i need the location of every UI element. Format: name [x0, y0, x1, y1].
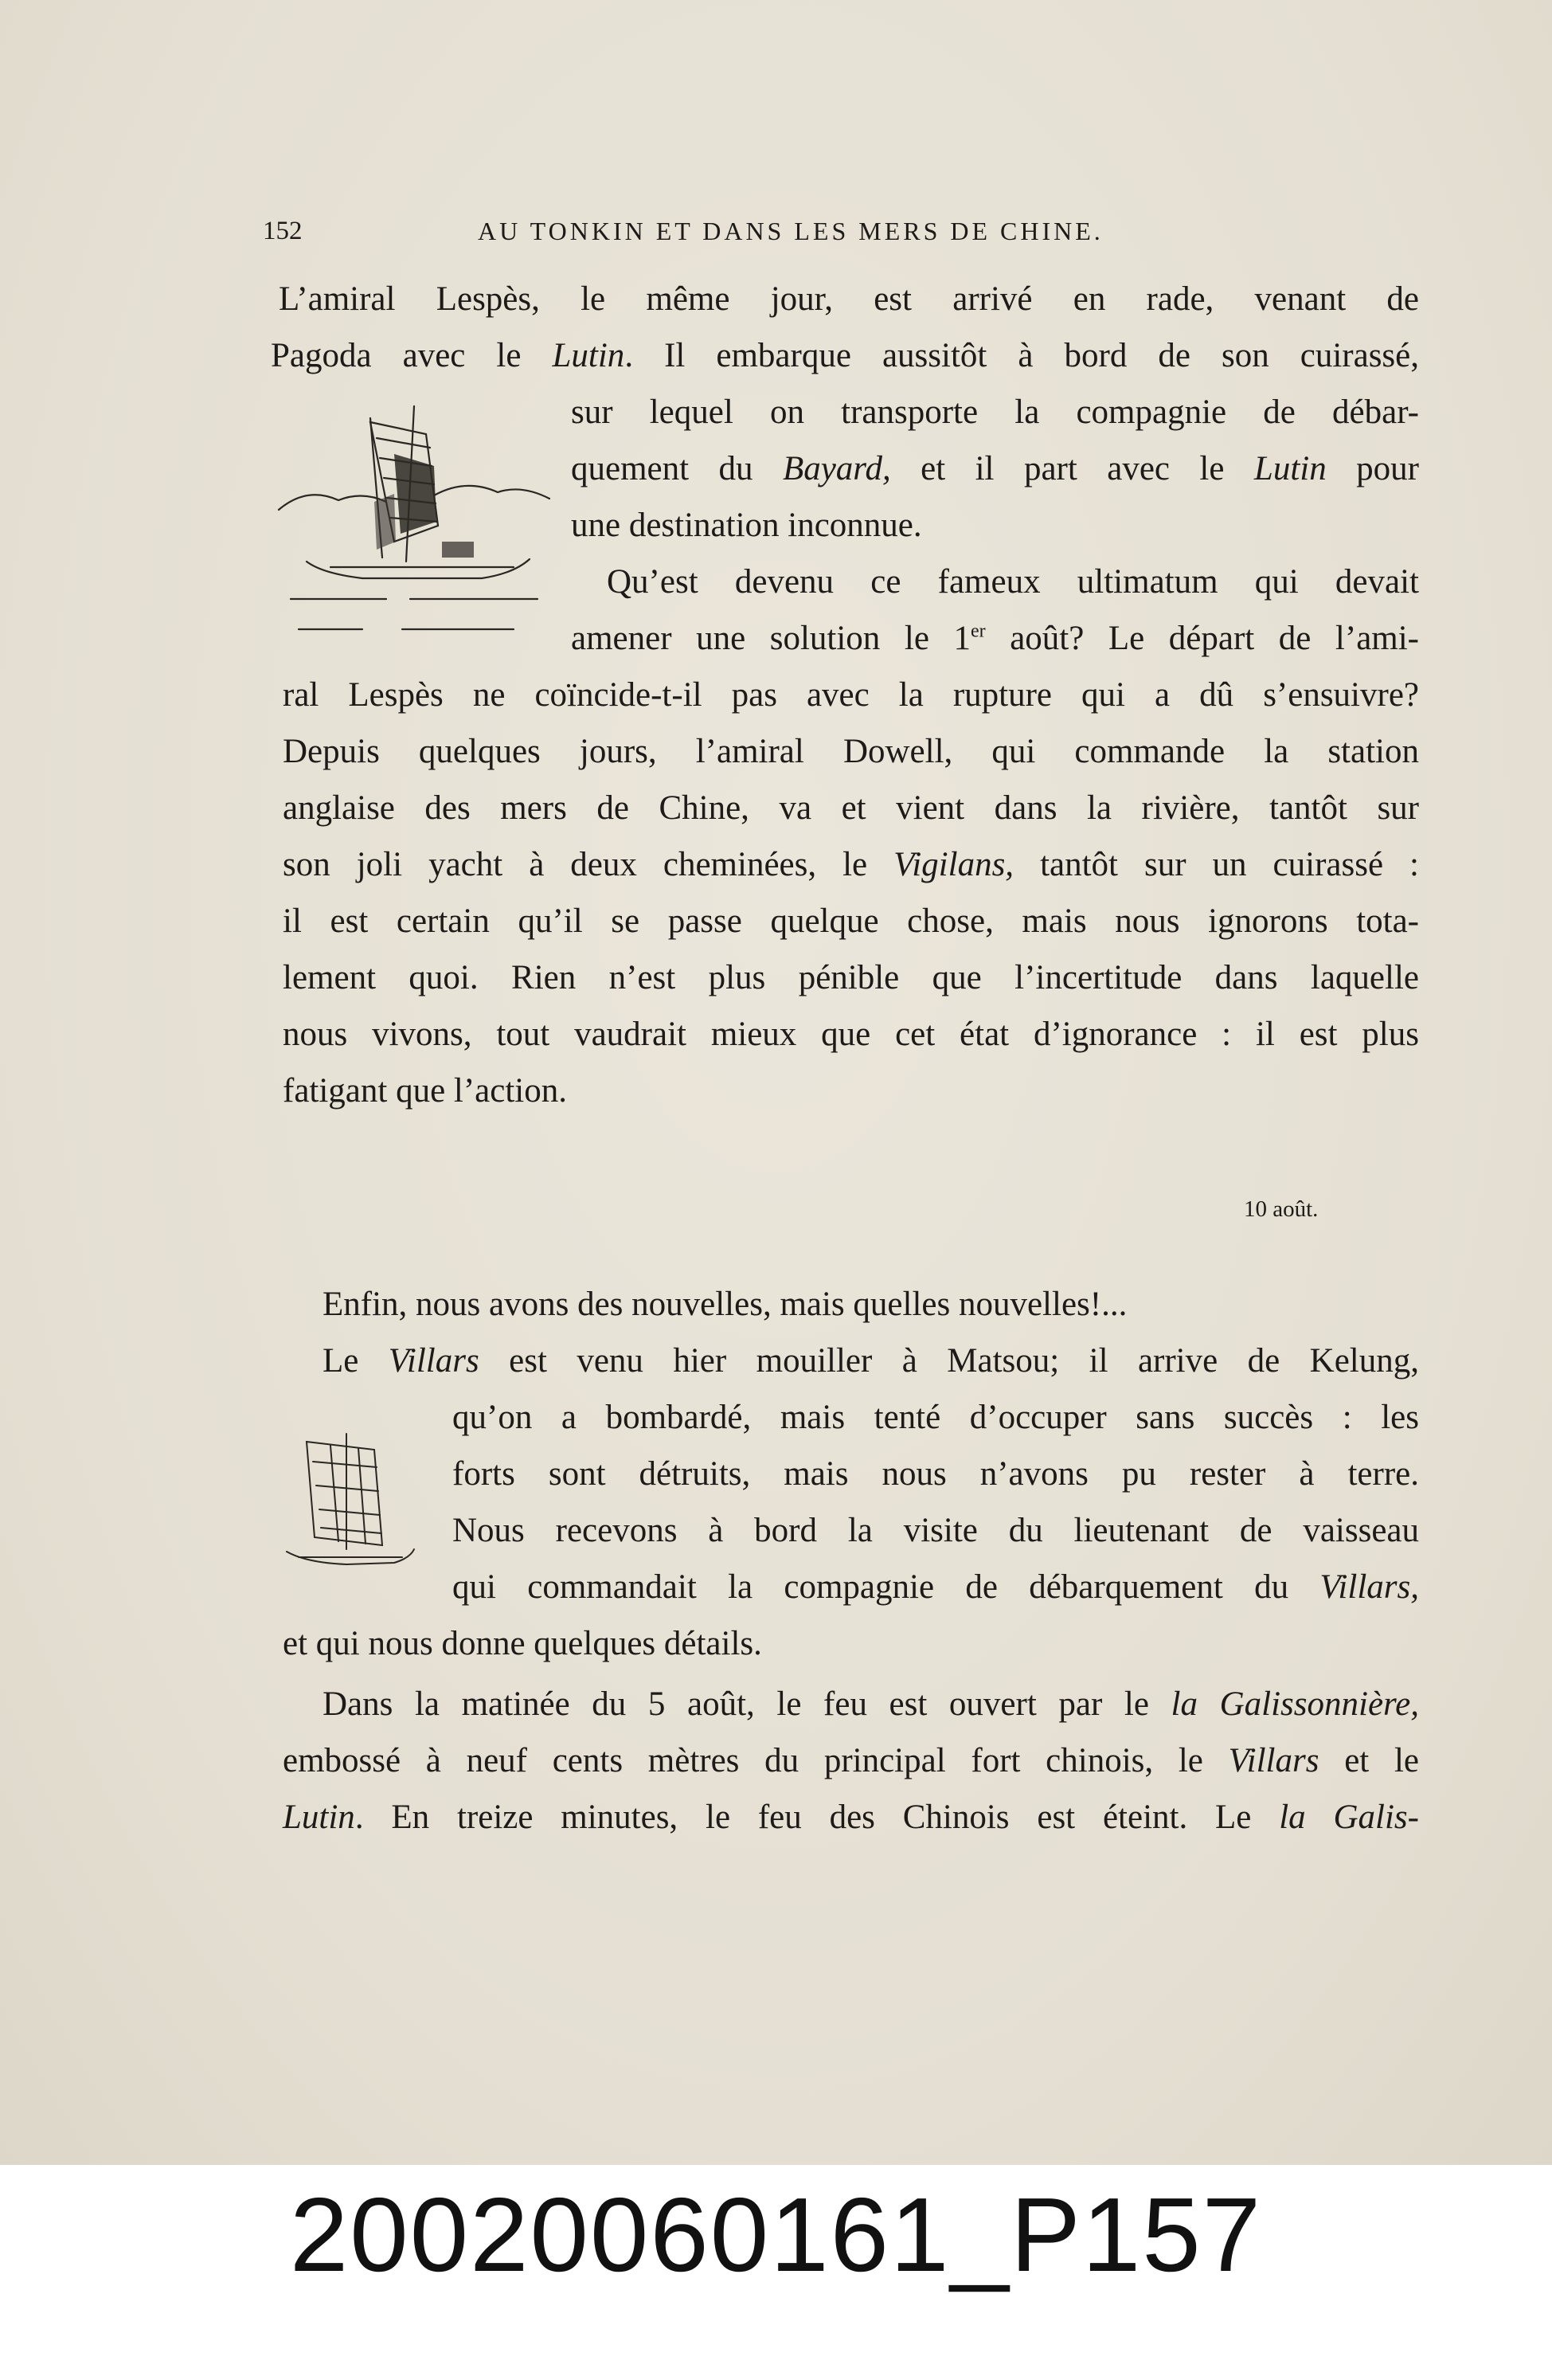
text-line: amener une solution le 1er août? Le départ de l’ami-	[571, 620, 1419, 657]
running-head: AU TONKIN ET DANS LES MERS DE CHINE.	[478, 217, 1104, 245]
text-line: ral Lespès ne coïncide-t-il pas avec la rupture qui a dû s’ensuivre?	[283, 676, 1419, 714]
text-line: une destination inconnue.	[571, 507, 922, 544]
text-line: Lutin. En treize minutes, le feu des Chinois est éteint. Le la Galis-	[283, 1799, 1419, 1836]
text-line: L’amiral Lespès, le même jour, est arrivé en rade, venant de	[279, 280, 1419, 318]
text-line: Nous recevons à bord la visite du lieutenant de vaisseau	[452, 1512, 1419, 1549]
text-line: anglaise des mers de Chine, va et vient dans la rivière, tantôt sur	[283, 789, 1419, 827]
text-line: Depuis quelques jours, l’amiral Dowell, qui commande la station	[283, 733, 1419, 770]
text-line: nous vivons, tout vaudrait mieux que cet état d’ignorance : il est plus	[283, 1016, 1419, 1053]
text-line: lement quoi. Rien n’est plus pénible que l’incertitude dans laquelle	[283, 959, 1419, 996]
text-line: Pagoda avec le Lutin. Il embarque aussitôt à bord de son cuirassé,	[271, 337, 1420, 374]
text-line: Qu’est devenu ce fameux ultimatum qui devait	[607, 563, 1419, 601]
sailing-junk-illustration	[275, 390, 553, 637]
text-line: Le Villars est venu hier mouiller à Matsou; il arrive de Kelung,	[323, 1342, 1420, 1380]
text-line: et qui nous donne quelques détails.	[283, 1625, 762, 1662]
text-line: qui commandait la compagnie de débarquement du Villars,	[452, 1568, 1419, 1606]
text-line: Enfin, nous avons des nouvelles, mais quelles nouvelles!...	[323, 1286, 1128, 1323]
sailboat-illustration	[283, 1426, 418, 1577]
page-number: 152	[263, 217, 303, 245]
text-line: il est certain qu’il se passe quelque chose, mais nous ignorons tota-	[283, 902, 1419, 940]
entry-date: 10 août.	[1244, 1196, 1319, 1222]
text-line: qu’on a bombardé, mais tenté d’occuper sans succès : les	[452, 1399, 1419, 1436]
text-line: sur lequel on transporte la compagnie de débar-	[571, 393, 1419, 431]
text-line: forts sont détruits, mais nous n’avons pu rester à terre.	[452, 1455, 1419, 1493]
archive-id: 20020060161_P157	[289, 2176, 1263, 2293]
text-line: Dans la matinée du 5 août, le feu est ouvert par le la Galissonnière,	[323, 1685, 1420, 1723]
text-line: embossé à neuf cents mètres du principal fort chinois, le Villars et le	[283, 1742, 1419, 1779]
text-line: fatigant que l’action.	[283, 1072, 567, 1110]
text-line: quement du Bayard, et il part avec le Lutin pour	[571, 450, 1419, 487]
text-line: son joli yacht à deux cheminées, le Vigilans, tantôt sur un cuirassé :	[283, 846, 1419, 883]
